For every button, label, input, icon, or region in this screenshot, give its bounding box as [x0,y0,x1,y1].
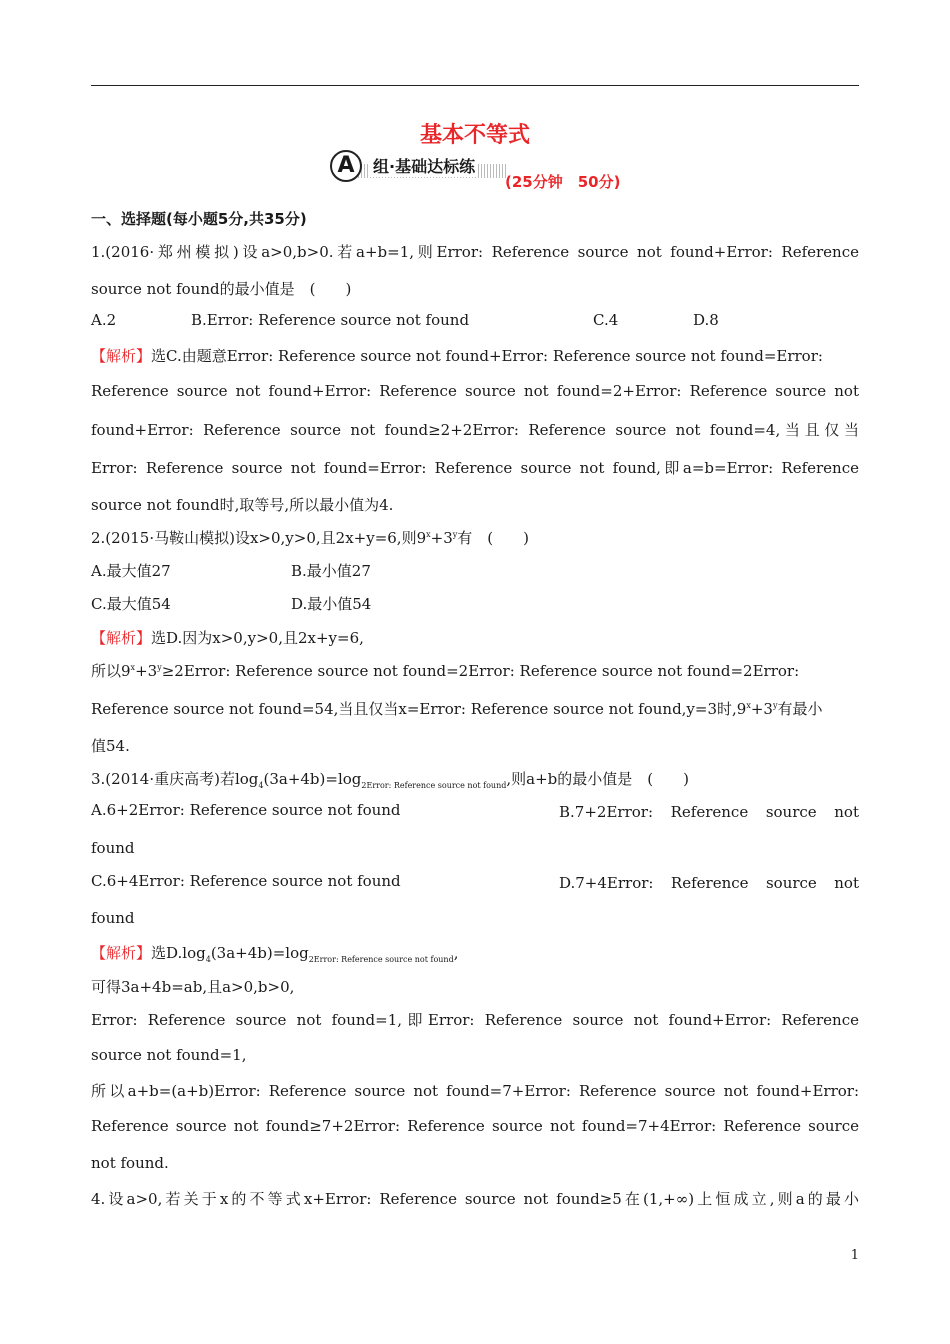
page-title: 基本不等式 [419,123,530,148]
q3-option-b-wrap: found [91,839,135,857]
q2-solution-line3: Reference source not found=54,当且仅当x=Error: Reference source not found,y=3时$,9^x+3^y$有最小 [91,700,823,718]
q1-solution-line3: found+Error: Reference source not found≥2+2Error: Reference source not found=4,当且仅当 [91,421,859,439]
q3-option-d-wrap: found [91,909,135,927]
q1-stem-line2: source not found的最小值是 ( ) [91,280,352,298]
q1-solution-line4: Error: Reference source not found=Error: Reference source not found,即a=b=Error: Reference [91,459,859,477]
q3-solution-line6: Reference source not found≥7+2Error: Reference source not found=7+4Error: Reference source [91,1117,859,1135]
solution-tag: 【解析】 [91,629,152,647]
q3-solution-line7: not found. [91,1154,169,1172]
section-heading: 一、选择题(每小题5分,共35分) [91,210,307,228]
q1-solution-line1: 【解析】选C.由题意Error: Reference source not found+Error: Reference source not found=Error: [91,347,823,365]
q1-solution-line2: Reference source not found+Error: Reference source not found=2+Error: Reference source not [91,382,859,400]
q3-solution-line2: 可得3a+4b=ab,且a>0,b>0, [91,978,295,996]
q3-option-c: C.6+4Error: Reference source not found [91,872,401,890]
q1-option-b: B.Error: Reference source not found [191,311,470,329]
q3-option-b: B.7+2Error: Reference source not [559,803,859,821]
q3-option-a: A.6+2Error: Reference source not found [91,801,401,819]
solution-tag: 【解析】 [91,347,152,365]
q2-solution-line2: 所以$9^x+3^y\ge 2Error$: Reference source not found=2Error: Reference source not found=2Error: [91,662,800,680]
q1-stem-line1: 1.(2016·郑州模拟)设a>0,b>0.若a+b=1,则Error: Reference source not found+Error: Reference [91,243,859,261]
q4-stem-line1: 4.设a>0,若关于x的不等式x+Error: Reference source not found≥5在(1,+∞)上恒成立,则a的最小 [91,1190,859,1208]
q3-option-d: D.7+4Error: Reference source not [559,874,859,892]
group-label: 组·基础达标练 [370,154,478,177]
q1-option-a: A.2 [91,311,117,329]
page-number: 1 [850,1248,859,1263]
q3-solution-line1: 【解析】选$D.\log_4(3a+4b)=\log_{2Error: Reference source not found}$, [91,944,459,964]
q1-option-c: C.4 [593,311,619,329]
group-banner [330,150,505,186]
q3-solution-line4: source not found=1, [91,1046,247,1064]
q2-option-d: D.最小值54 [291,595,372,613]
q1-option-d: D.8 [693,311,719,329]
solution-tag: 【解析】 [91,944,152,962]
q2-solution-line1: 【解析】选D.因为x>0,y>0,且2x+y=6, [91,629,364,647]
q3-stem: 3.(2014·重庆高考)若$\log_4(3a+4b)=\log_{2Error: Reference source not found}$,则a+b的最小值是 ( ) [91,770,689,790]
q3-solution-line5: 所以a+b=(a+b)Error: Reference source not found=7+Error: Reference source not found+Error: [91,1082,859,1100]
header-rule [91,85,859,86]
q2-option-a: A.最大值27 [91,562,171,580]
q3-solution-line3: Error: Reference source not found=1,即Error: Reference source not found+Error: Reference [91,1011,859,1029]
q2-stem: 2.(2015·马鞍山模拟)设x>0,y>0,且2x+y=6,则$9^x+3^y$有 ( ) [91,529,530,547]
q2-option-c: C.最大值54 [91,595,171,613]
group-badge: A [330,150,362,182]
q2-solution-line4: 值54. [91,737,130,755]
q1-solution-line5: source not found时,取等号,所以最小值为4. [91,496,394,514]
time-score-label: (25分钟 50分) [505,173,621,191]
q2-option-b: B.最小值27 [291,562,371,580]
